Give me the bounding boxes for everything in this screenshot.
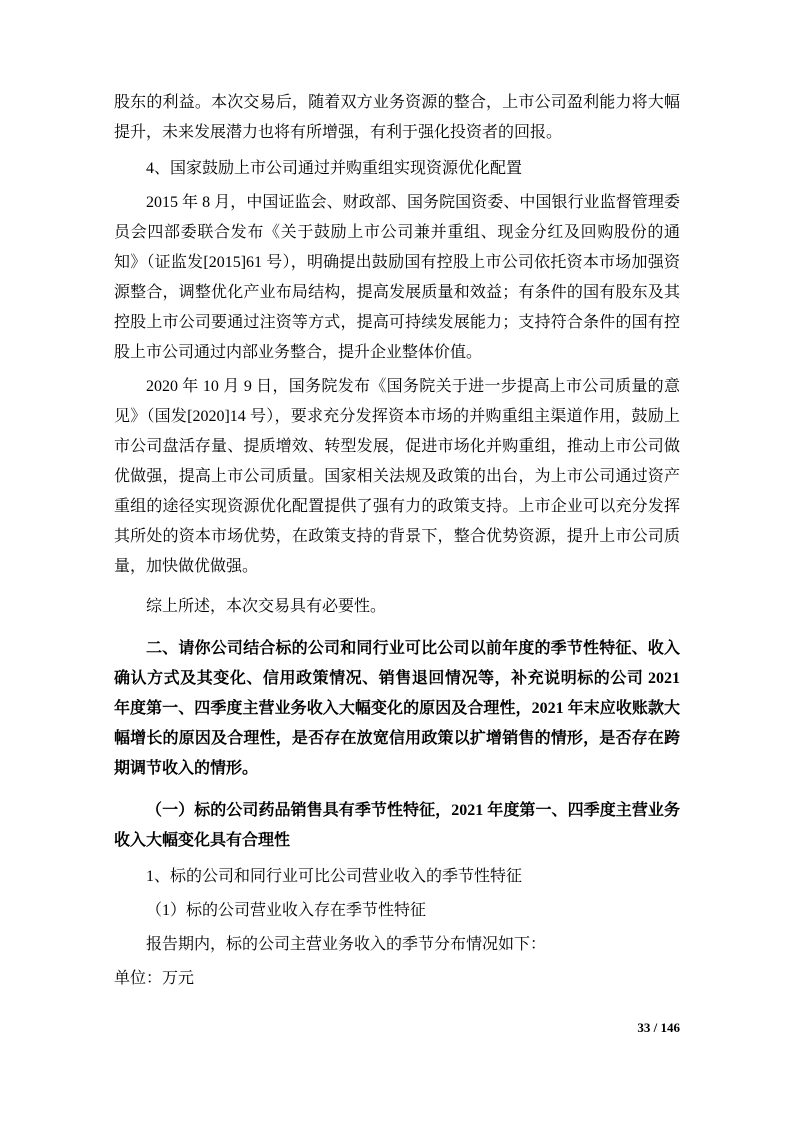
page-number: 33 / 146 (637, 1020, 680, 1035)
unit-note: 单位：万元 (114, 970, 195, 987)
question-section2-heading: 二、请你公司结合标的公司和同行业可比公司以前年度的季节性特征、收入确认方式及其变化、信用政策情况、销售退回情况等，补充说明标的公司 2021 年度第一、四季度主营业务收入大幅变化的原因及合理性，2021 年末应收账款大幅增长的原因及合理性，是否存在放宽信用政策以扩增销售的情形，是否存在跨期调节收入的情形。 (114, 640, 680, 777)
section-heading-2-1: （一）标的公司药品销售具有季节性特征，2021 年度第一、四季度主营业务收入大幅变化具有合理性 (114, 802, 680, 849)
body-paragraph-continuation: 股东的利益。本次交易后，随着双方业务资源的整合，上市公司盈利能力将大幅提升，未来发展潜力也将有所增强，有利于强化投资者的回报。 (114, 94, 680, 141)
body-paragraph-policy-2020: 2020 年 10 月 9 日，国务院发布《国务院关于进一步提高上市公司质量的意见》（国发[2020]14 号），要求充分发挥资本市场的并购重组主渠道作用，鼓励上市公司盘活存量、提质增效、转型发展，促进市场化并购重组，推动上市公司做优做强，提高上市公司质量。国家相关法规及政策的出台，为上市公司通过资产重组的途径实现资源优化配置提供了强有力的政策支持。上市企业可以充分发挥其所处的资本市场优势，在政策支持的背景下，整合优势资源，提升上市公司质量，加快做优做强。 (114, 378, 680, 575)
subsection-heading-item1-1: （1）标的公司营业收入存在季节性特征 (146, 902, 427, 919)
body-paragraph-policy-2015: 2015 年 8 月，中国证监会、财政部、国务院国资委、中国银行业监督管理委员会四部委联合发布《关于鼓励上市公司兼并重组、现金分红及回购股份的通知》（证监发[2015]61 号），明确提出鼓励国有控股上市公司依托资本市场加强资源整合，调整优化产业布局结构，提高发展质量和效益；有条件的国有股东及其控股上市公司要通过注资等方式，提高可持续发展能力；支持符合条件的国有控股上市公司通过内部业务整合，提升企业整体价值。 (114, 194, 680, 361)
section-heading-point4: 4、国家鼓励上市公司通过并购重组实现资源优化配置 (146, 160, 523, 177)
subsection-heading-item1: 1、标的公司和同行业可比公司营业收入的季节性特征 (146, 868, 523, 885)
document-body (114, 88, 680, 998)
body-paragraph-table-intro: 报告期内，标的公司主营业务收入的季节分布情况如下： (146, 936, 547, 953)
body-paragraph-conclusion: 综上所述，本次交易具有必要性。 (146, 598, 387, 615)
